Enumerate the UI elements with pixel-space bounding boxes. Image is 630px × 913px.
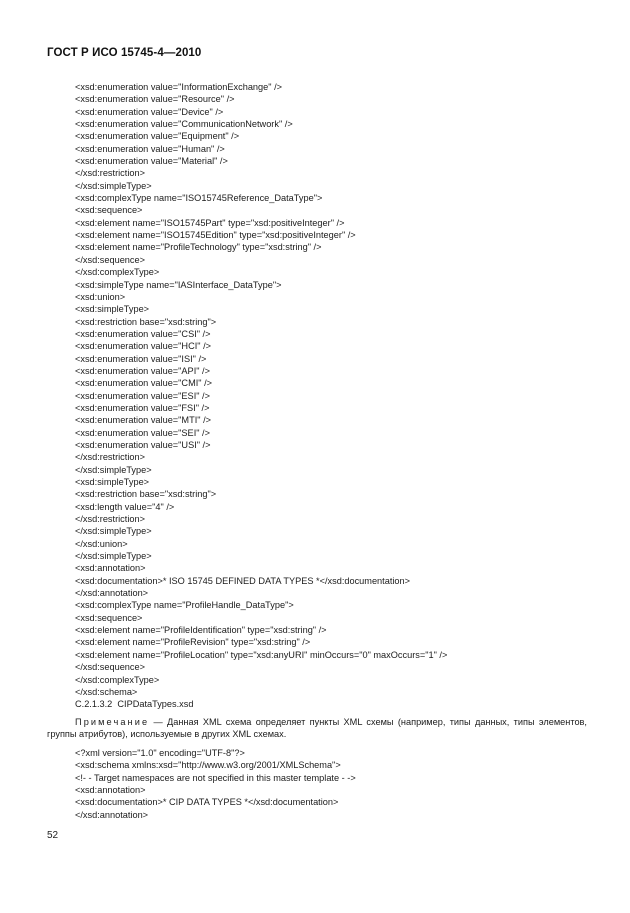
- code-line: <xsd:element name="ProfileTechnology" type="xsd:string" />: [75, 242, 322, 253]
- code-line: <xsd:enumeration value="HCI" />: [75, 341, 211, 352]
- code-line: <xsd:element name="ISO15745Part" type="xsd:positiveInteger" />: [75, 217, 345, 228]
- code-line: <xsd:simpleType>: [75, 477, 150, 487]
- code-line: <xsd:annotation>: [75, 563, 146, 574]
- code-line: <xsd:enumeration value="FSI" />: [75, 402, 210, 413]
- code-line: </xsd:complexType>: [75, 267, 160, 278]
- code-line: <xsd:enumeration value="Equipment" />: [75, 131, 240, 142]
- code-line: <xsd:simpleType name="IASInterface_DataType">: [75, 279, 282, 290]
- code-line: <xsd:enumeration value="MTI" />: [75, 415, 211, 426]
- code-line: <xsd:annotation>: [75, 785, 146, 796]
- code-line: </xsd:restriction>: [75, 168, 145, 179]
- code-line: </xsd:restriction>: [75, 452, 145, 463]
- code-line: <xsd:enumeration value="Human" />: [75, 143, 225, 154]
- code-line: <xsd:schema xmlns:xsd="http://www.w3.org/2001/XMLSchema">: [75, 760, 341, 771]
- code-line: <xsd:complexType name="ProfileHandle_DataType">: [75, 600, 294, 611]
- code-line: <xsd:enumeration value="CommunicationNetwork" />: [75, 119, 293, 130]
- note-text: — Данная XML схема определяет пункты XML схемы (например, типы данных, типы элементов, группы атрибутов), используемые в других XML схемах.: [47, 717, 587, 740]
- code-line: </xsd:restriction>: [75, 514, 145, 525]
- code-line: <xsd:enumeration value="Resource" />: [75, 94, 235, 105]
- code-line: </xsd:sequence>: [75, 254, 145, 265]
- code-line: <?xml version="1.0" encoding="UTF-8"?>: [75, 748, 245, 758]
- code-line: </xsd:union>: [75, 538, 128, 549]
- code-line: </xsd:annotation>: [75, 588, 149, 599]
- code-line: <xsd:enumeration value="CSI" />: [75, 328, 211, 339]
- code-line: <xsd:documentation>* CIP DATA TYPES *</xsd:documentation>: [75, 797, 339, 808]
- code-line: </xsd:simpleType>: [75, 526, 152, 537]
- code-line: <xsd:documentation>* ISO 15745 DEFINED DATA TYPES *</xsd:documentation>: [75, 575, 411, 586]
- code-line: <xsd:enumeration value="USI" />: [75, 439, 211, 450]
- code-line: <xsd:enumeration value="Material" />: [75, 156, 228, 167]
- code-line: </xsd:sequence>: [75, 662, 145, 673]
- code-line: <xsd:element name="ProfileRevision" type="xsd:string" />: [75, 637, 311, 648]
- code-line: </xsd:simpleType>: [75, 551, 152, 562]
- code-line: <xsd:enumeration value="Device" />: [75, 106, 224, 117]
- code-line: <xsd:simpleType>: [75, 304, 150, 315]
- section-heading: C.2.1.3.2 CIPDataTypes.xsd: [75, 699, 194, 710]
- note-label: Примечание: [75, 717, 150, 727]
- code-line: <xsd:restriction base="xsd:string">: [75, 316, 217, 327]
- code-line: </xsd:annotation>: [75, 809, 149, 820]
- note-paragraph: [47, 716, 587, 741]
- page-number: 52: [47, 830, 59, 841]
- code-line: <xsd:element name="ProfileLocation" type="xsd:anyURI" minOccurs="0" maxOccurs="1" />: [75, 649, 448, 660]
- code-line: <xsd:length value="4" />: [75, 501, 175, 512]
- code-line: <xsd:enumeration value="SEI" />: [75, 427, 210, 438]
- code-line: </xsd:simpleType>: [75, 464, 152, 475]
- code-line: <xsd:enumeration value="InformationExchange" />: [75, 82, 282, 92]
- code-line: </xsd:complexType>: [75, 674, 160, 685]
- code-line: <xsd:enumeration value="ISI" />: [75, 353, 207, 364]
- code-line: </xsd:simpleType>: [75, 180, 152, 191]
- code-line: <xsd:sequence>: [75, 205, 143, 216]
- xml-code-block-2: [75, 747, 595, 821]
- xml-code-block: [75, 81, 595, 711]
- code-line: <xsd:restriction base="xsd:string">: [75, 489, 217, 500]
- code-line: <xsd:element name="ISO15745Edition" type="xsd:positiveInteger" />: [75, 230, 356, 241]
- code-line: <xsd:union>: [75, 291, 126, 302]
- page-header: ГОСТ Р ИСО 15745-4—2010: [47, 47, 202, 59]
- code-line: <!- - Target namespaces are not specified in this master template - ->: [75, 772, 356, 783]
- code-line: <xsd:complexType name="ISO15745Reference_DataType">: [75, 193, 323, 204]
- code-line: </xsd:schema>: [75, 686, 138, 697]
- code-line: <xsd:enumeration value="CMI" />: [75, 378, 213, 389]
- code-line: <xsd:enumeration value="API" />: [75, 365, 210, 376]
- code-line: <xsd:enumeration value="ESI" />: [75, 390, 210, 401]
- code-line: <xsd:element name="ProfileIdentification" type="xsd:string" />: [75, 625, 327, 636]
- code-line: <xsd:sequence>: [75, 612, 143, 623]
